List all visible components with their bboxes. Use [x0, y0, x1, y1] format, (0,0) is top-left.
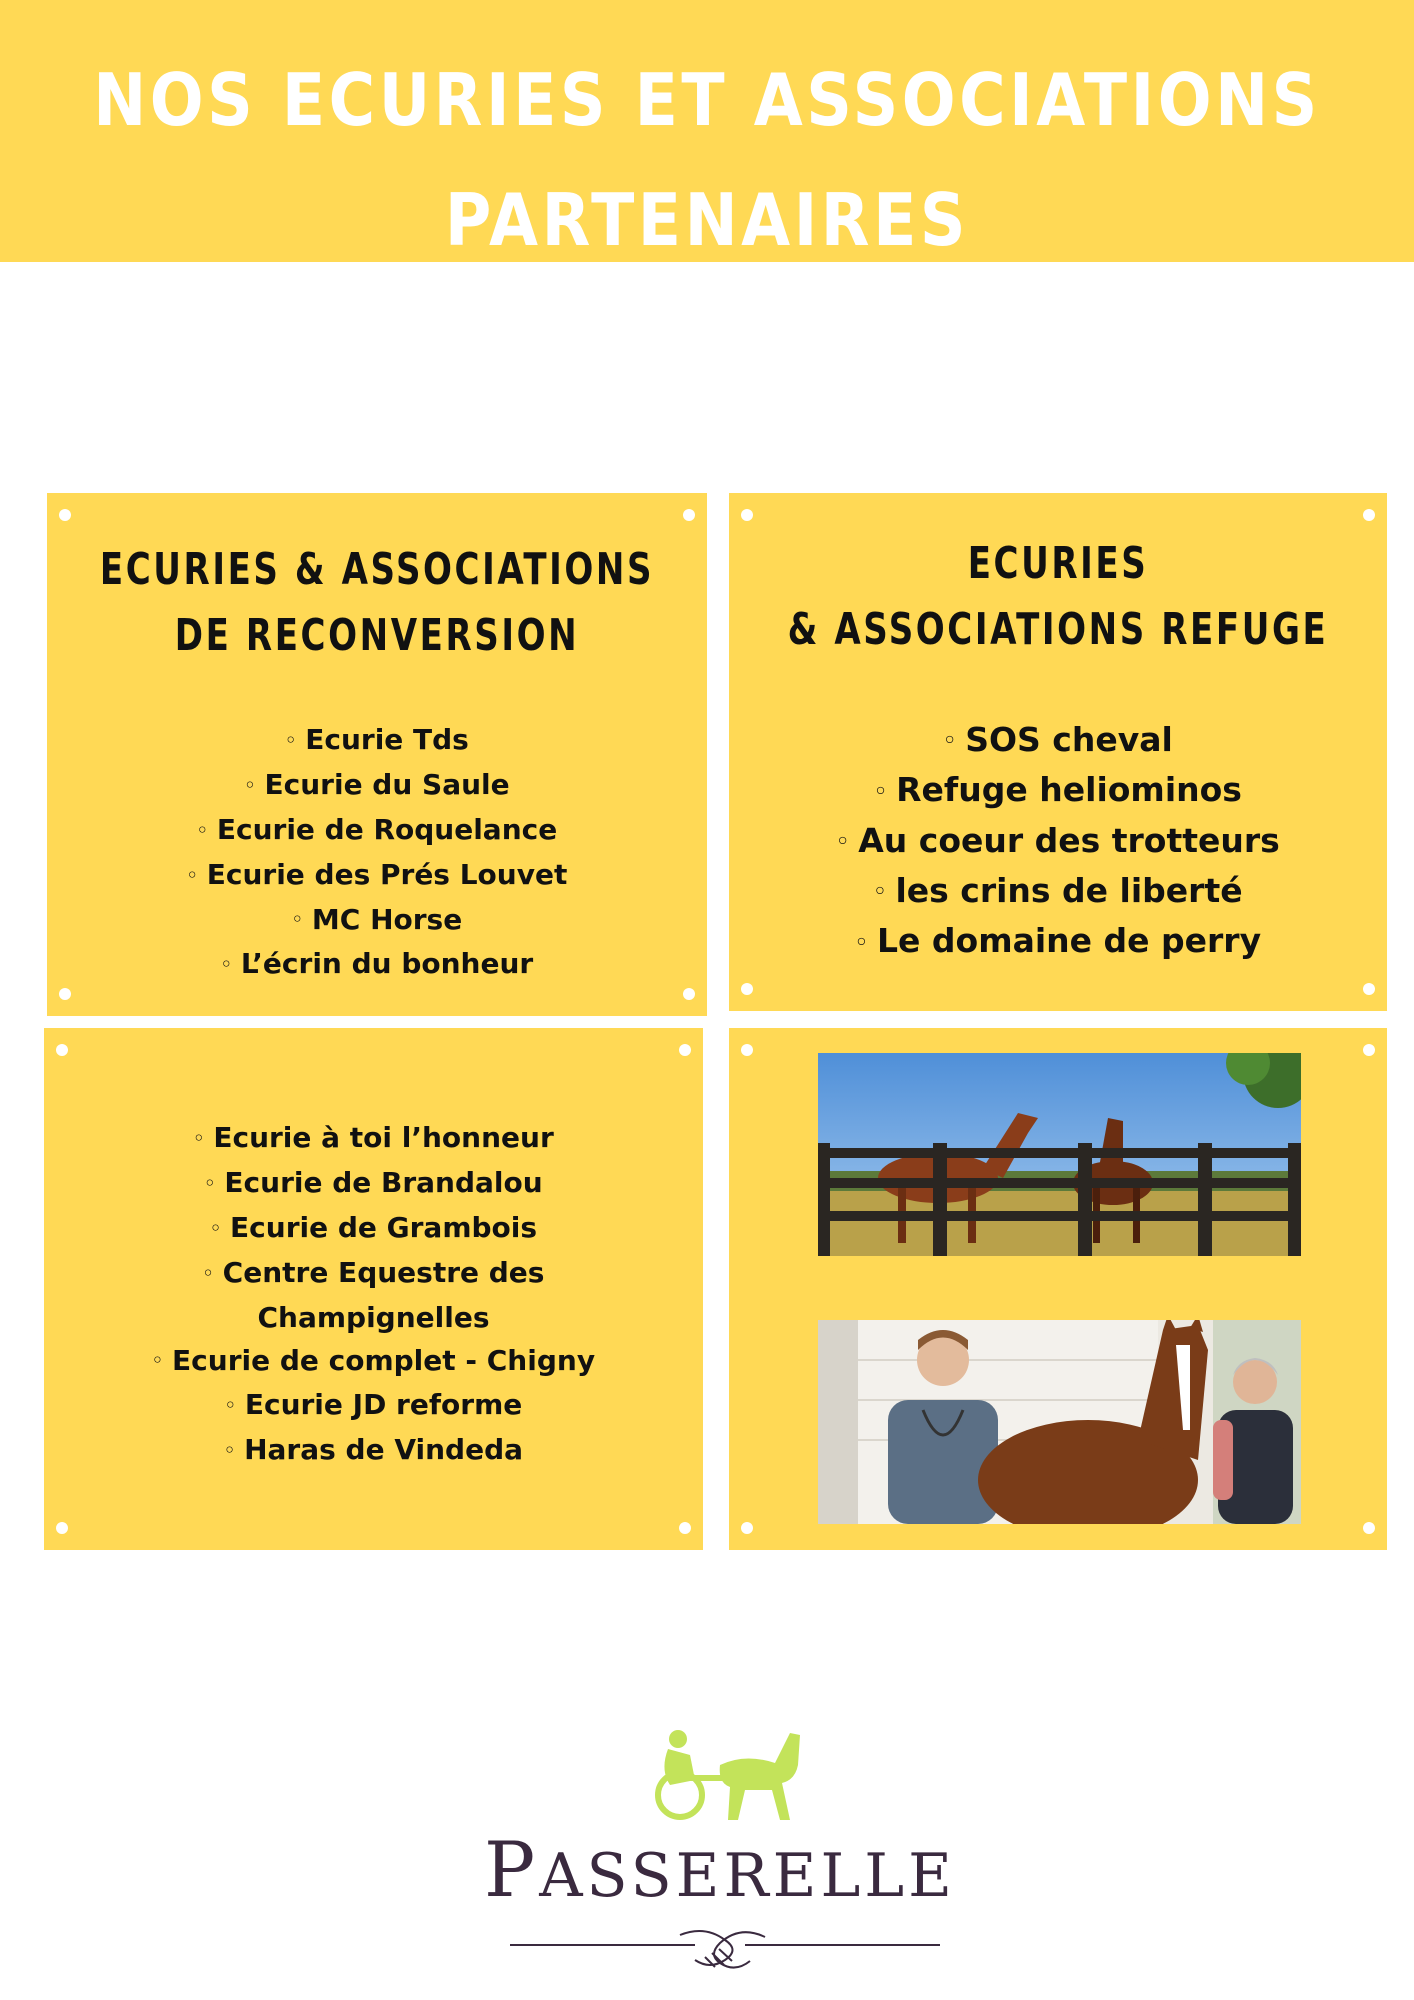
reconversion-item-label: MC Horse [311, 902, 463, 936]
corner-dot [59, 509, 71, 521]
corner-dot [741, 509, 753, 521]
logo-wordmark [480, 1825, 960, 1916]
refuge-item [729, 916, 1387, 966]
more-stables-item-label: Ecurie JD reforme [244, 1388, 523, 1422]
more-stables-item-label: Ecurie de Brandalou [224, 1165, 543, 1199]
logo-wordmark-rest: ASSERELLE [539, 1841, 956, 1911]
corner-dot [56, 1522, 68, 1534]
bullet-icon: ◦ [220, 955, 232, 976]
bullet-icon: ◦ [874, 778, 888, 803]
reconversion-item-label: Ecurie Tds [305, 723, 469, 756]
reconversion-item-label: Ecurie du Saule [264, 767, 510, 801]
more-stables-item [44, 1206, 703, 1251]
reconversion-title [47, 537, 707, 669]
reconversion-item-label: L’écrin du bonheur [240, 947, 534, 981]
corner-dot [679, 1522, 691, 1534]
reconversion-item [47, 898, 707, 943]
more-stables-item [44, 1339, 703, 1384]
reconversion-title-line-2: DE RECONVERSION [174, 610, 580, 661]
refuge-item-label: les crins de liberté [895, 870, 1243, 910]
page-title [85, 40, 1329, 280]
refuge-card [729, 493, 1387, 1011]
bullet-icon: ◦ [151, 1351, 164, 1372]
reconversion-title-line-1: ECURIES & ASSOCIATIONS [99, 544, 655, 595]
page-title-line-1: NOS ECURIES ET ASSOCIATIONS [93, 58, 1321, 142]
more-stables-list [44, 1116, 703, 1473]
passerelle-logo [480, 1725, 960, 1995]
more-stables-item [44, 1161, 703, 1206]
corner-dot [1363, 509, 1375, 521]
horses-at-fence-photo [818, 1053, 1301, 1256]
more-stables-item [44, 1383, 703, 1428]
bullet-icon: ◦ [193, 1128, 205, 1149]
refuge-item [729, 765, 1387, 815]
bullet-icon: ◦ [873, 879, 887, 904]
bullet-icon: ◦ [854, 929, 868, 954]
corner-dot [59, 988, 71, 1000]
bullet-icon: ◦ [186, 865, 198, 886]
corner-dot [1363, 1522, 1375, 1534]
photos-card [729, 1028, 1387, 1550]
more-stables-card [44, 1028, 703, 1550]
header-banner [0, 0, 1414, 262]
corner-dot [683, 988, 695, 1000]
more-stables-item [44, 1428, 703, 1473]
reconversion-card [47, 493, 707, 1016]
reconversion-item [47, 853, 707, 898]
corner-dot [741, 1044, 753, 1056]
refuge-title-line-1: ECURIES [967, 538, 1149, 589]
bullet-icon: ◦ [202, 1263, 214, 1284]
corner-dot [741, 1522, 753, 1534]
more-stables-item-label: Ecurie de complet - Chigny [172, 1343, 596, 1377]
reconversion-item [47, 808, 707, 853]
corner-dot [741, 983, 753, 995]
corner-dot [56, 1044, 68, 1056]
bullet-icon: ◦ [209, 1218, 222, 1239]
refuge-title [729, 531, 1387, 663]
bullet-icon: ◦ [196, 820, 208, 841]
more-stables-item-label: Ecurie à toi l’honneur [213, 1121, 554, 1154]
bullet-icon: ◦ [943, 728, 957, 753]
refuge-item-label: Le domaine de perry [877, 921, 1262, 961]
bullet-icon: ◦ [204, 1173, 216, 1194]
reconversion-item [47, 942, 707, 987]
handshake-icon [480, 1915, 960, 1985]
corner-dot [1363, 1044, 1375, 1056]
refuge-item-label: Au coeur des trotteurs [858, 820, 1280, 860]
more-stables-item-label: Ecurie de Grambois [230, 1210, 538, 1244]
reconversion-item-label: Ecurie des Prés Louvet [206, 857, 568, 891]
bullet-icon: ◦ [291, 910, 303, 931]
harness-racing-horse-icon [650, 1725, 810, 1825]
bullet-icon: ◦ [244, 775, 256, 796]
more-stables-item-label: Champignelles [257, 1300, 490, 1334]
more-stables-item [44, 1116, 703, 1161]
reconversion-item [47, 718, 707, 763]
reconversion-item [47, 763, 707, 808]
refuge-title-line-2: & ASSOCIATIONS REFUGE [787, 604, 1329, 655]
reconversion-list [47, 718, 707, 987]
refuge-item [729, 866, 1387, 916]
bullet-icon: ◦ [224, 1396, 236, 1417]
vet-with-horse-photo [818, 1320, 1301, 1524]
refuge-item-label: Refuge heliominos [896, 770, 1242, 810]
more-stables-item-label: Haras de Vindeda [244, 1433, 523, 1467]
refuge-item [729, 715, 1387, 765]
page-title-line-2: PARTENAIRES [444, 178, 970, 262]
reconversion-item-label: Ecurie de Roquelance [216, 812, 558, 846]
corner-dot [1363, 983, 1375, 995]
bullet-icon: ◦ [285, 730, 297, 751]
refuge-item [729, 816, 1387, 866]
corner-dot [679, 1044, 691, 1056]
bullet-icon: ◦ [223, 1441, 236, 1462]
refuge-list [729, 715, 1387, 967]
refuge-item-label: SOS cheval [965, 720, 1173, 759]
bullet-icon: ◦ [836, 828, 850, 853]
logo-wordmark-initial: P [484, 1825, 540, 1914]
more-stables-item [44, 1251, 703, 1296]
more-stables-item-label: Centre Equestre des [222, 1255, 545, 1289]
more-stables-item [44, 1296, 703, 1339]
corner-dot [683, 509, 695, 521]
